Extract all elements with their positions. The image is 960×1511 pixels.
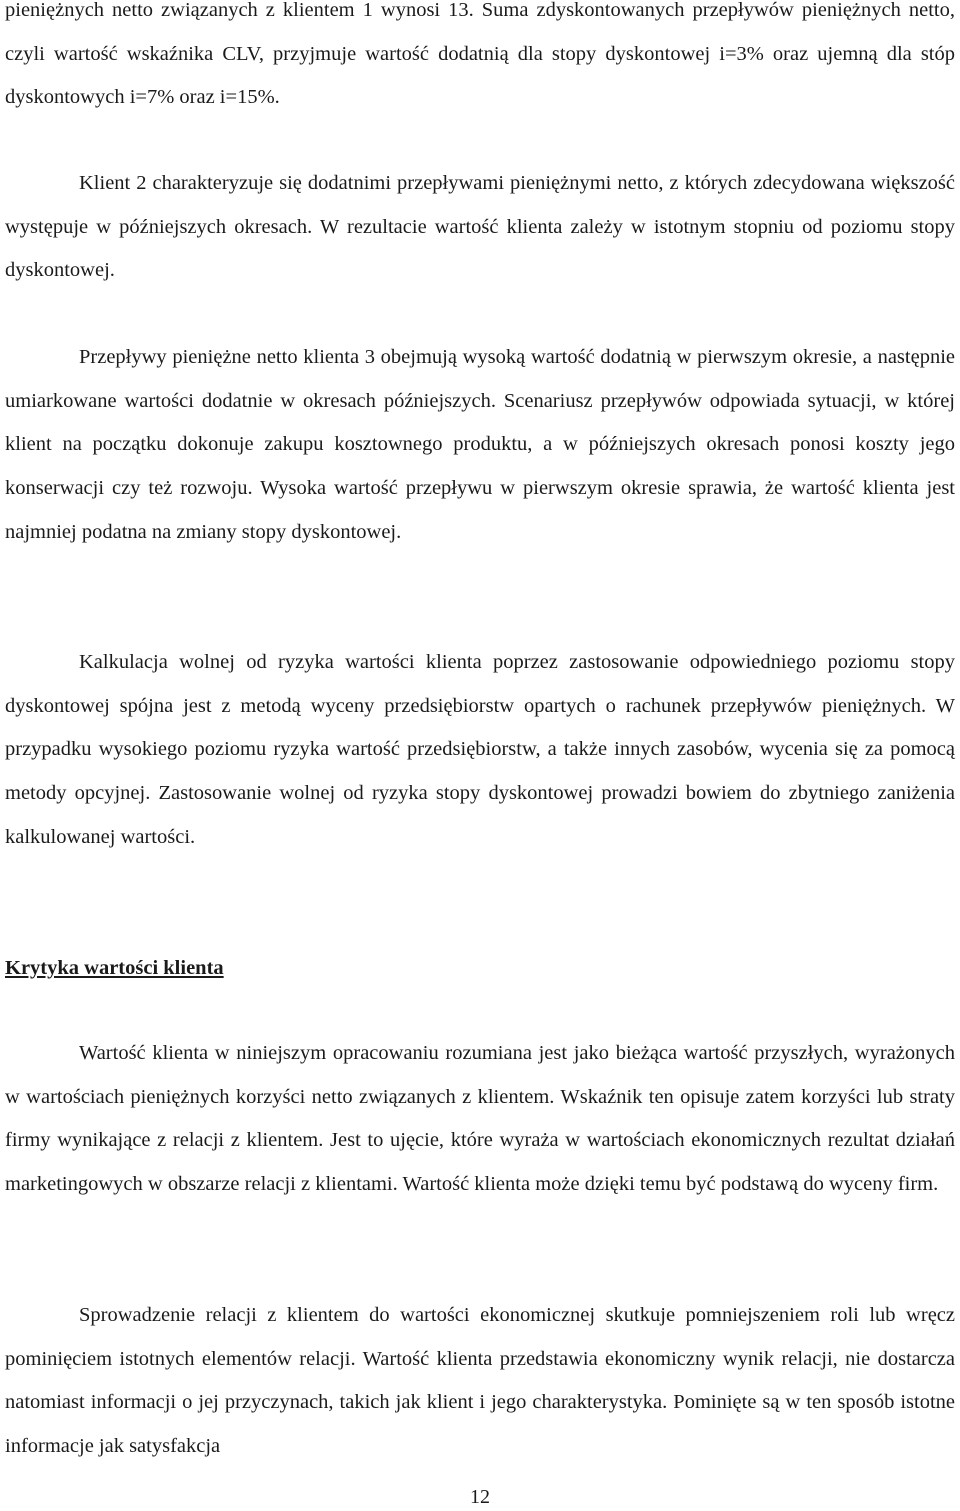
paragraph-client-3: Przepływy pieniężne netto klienta 3 obejmują wysoką wartość dodatnią w pierwszym okresie, a następnie umiarkowane wartości dodatnie w okresach późniejszych. Scenariusz przepływów odpowiada sytuacji, w której klient na początku dokonuje zakupu kosztownego produktu, a w późniejszych okresach ponosi koszty jego konserwacji czy też rozwoju. Wysoka wartość przepływu w pierwszym okresie sprawia, że wartość klienta jest najmniej podatna na zmiany stopy dyskontowej. [5, 346, 955, 543]
paragraph-client-value-definition: Wartość klienta w niniejszym opracowaniu rozumiana jest jako bieżąca wartość przyszłych, wyrażonych w wartościach pieniężnych korzyści netto związanych z klientem. Wskaźnik ten opisuje zatem korzyści lub straty firmy wynikające z relacji z klientem. Jest to ujęcie, które wyraża w wartościach ekonomicznych rezultat działań marketingowych w obszarze relacji z klientami. Wartość klienta może dzięki temu być podstawą do wyceny firm. [5, 1042, 955, 1196]
section-heading: Krytyka wartości klienta [5, 957, 224, 979]
paragraph-economic-value: Sprowadzenie relacji z klientem do wartości ekonomicznej skutkuje pomniejszeniem roli lub wręcz pominięciem istotnych elementów relacji. Wartość klienta przedstawia ekonomiczny wynik relacji, nie dostarcza natomiast informacji o jej przyczynach, takich jak klient i jego charakterystyka. Pominięte są w ten sposób istotne informacje jak satysfakcja [5, 1304, 955, 1458]
paragraph-risk-free-calculation: Kalkulacja wolnej od ryzyka wartości klienta poprzez zastosowanie odpowiedniego poziomu stopy dyskontowej spójna jest z metodą wyceny przedsiębiorstw opartych o rachunek przepływów pieniężnych. W przypadku wysokiego poziomu ryzyka wartość przedsiębiorstw, a także innych zasobów, wycenia się za pomocą metody opcyjnej. Zastosowanie wolnej od ryzyka stopy dyskontowej prowadzi bowiem do zbytniego zaniżenia kalkulowanej wartości. [5, 651, 955, 848]
page-number: 12 [470, 1486, 490, 1508]
paragraph-continuation: pieniężnych netto związanych z klientem 1 wynosi 13. Suma zdyskontowanych przepływów pieniężnych netto, czyli wartość wskaźnika CLV, przyjmuje wartość dodatnią dla stopy dyskontowej i=3% oraz ujemną dla stóp dyskontowych i=7% oraz i=15%. [5, 0, 955, 109]
paragraph-client-2: Klient 2 charakteryzuje się dodatnimi przepływami pieniężnymi netto, z których zdecydowana większość występuje w późniejszych okresach. W rezultacie wartość klienta zależy w istotnym stopniu od poziomu stopy dyskontowej. [5, 172, 955, 282]
